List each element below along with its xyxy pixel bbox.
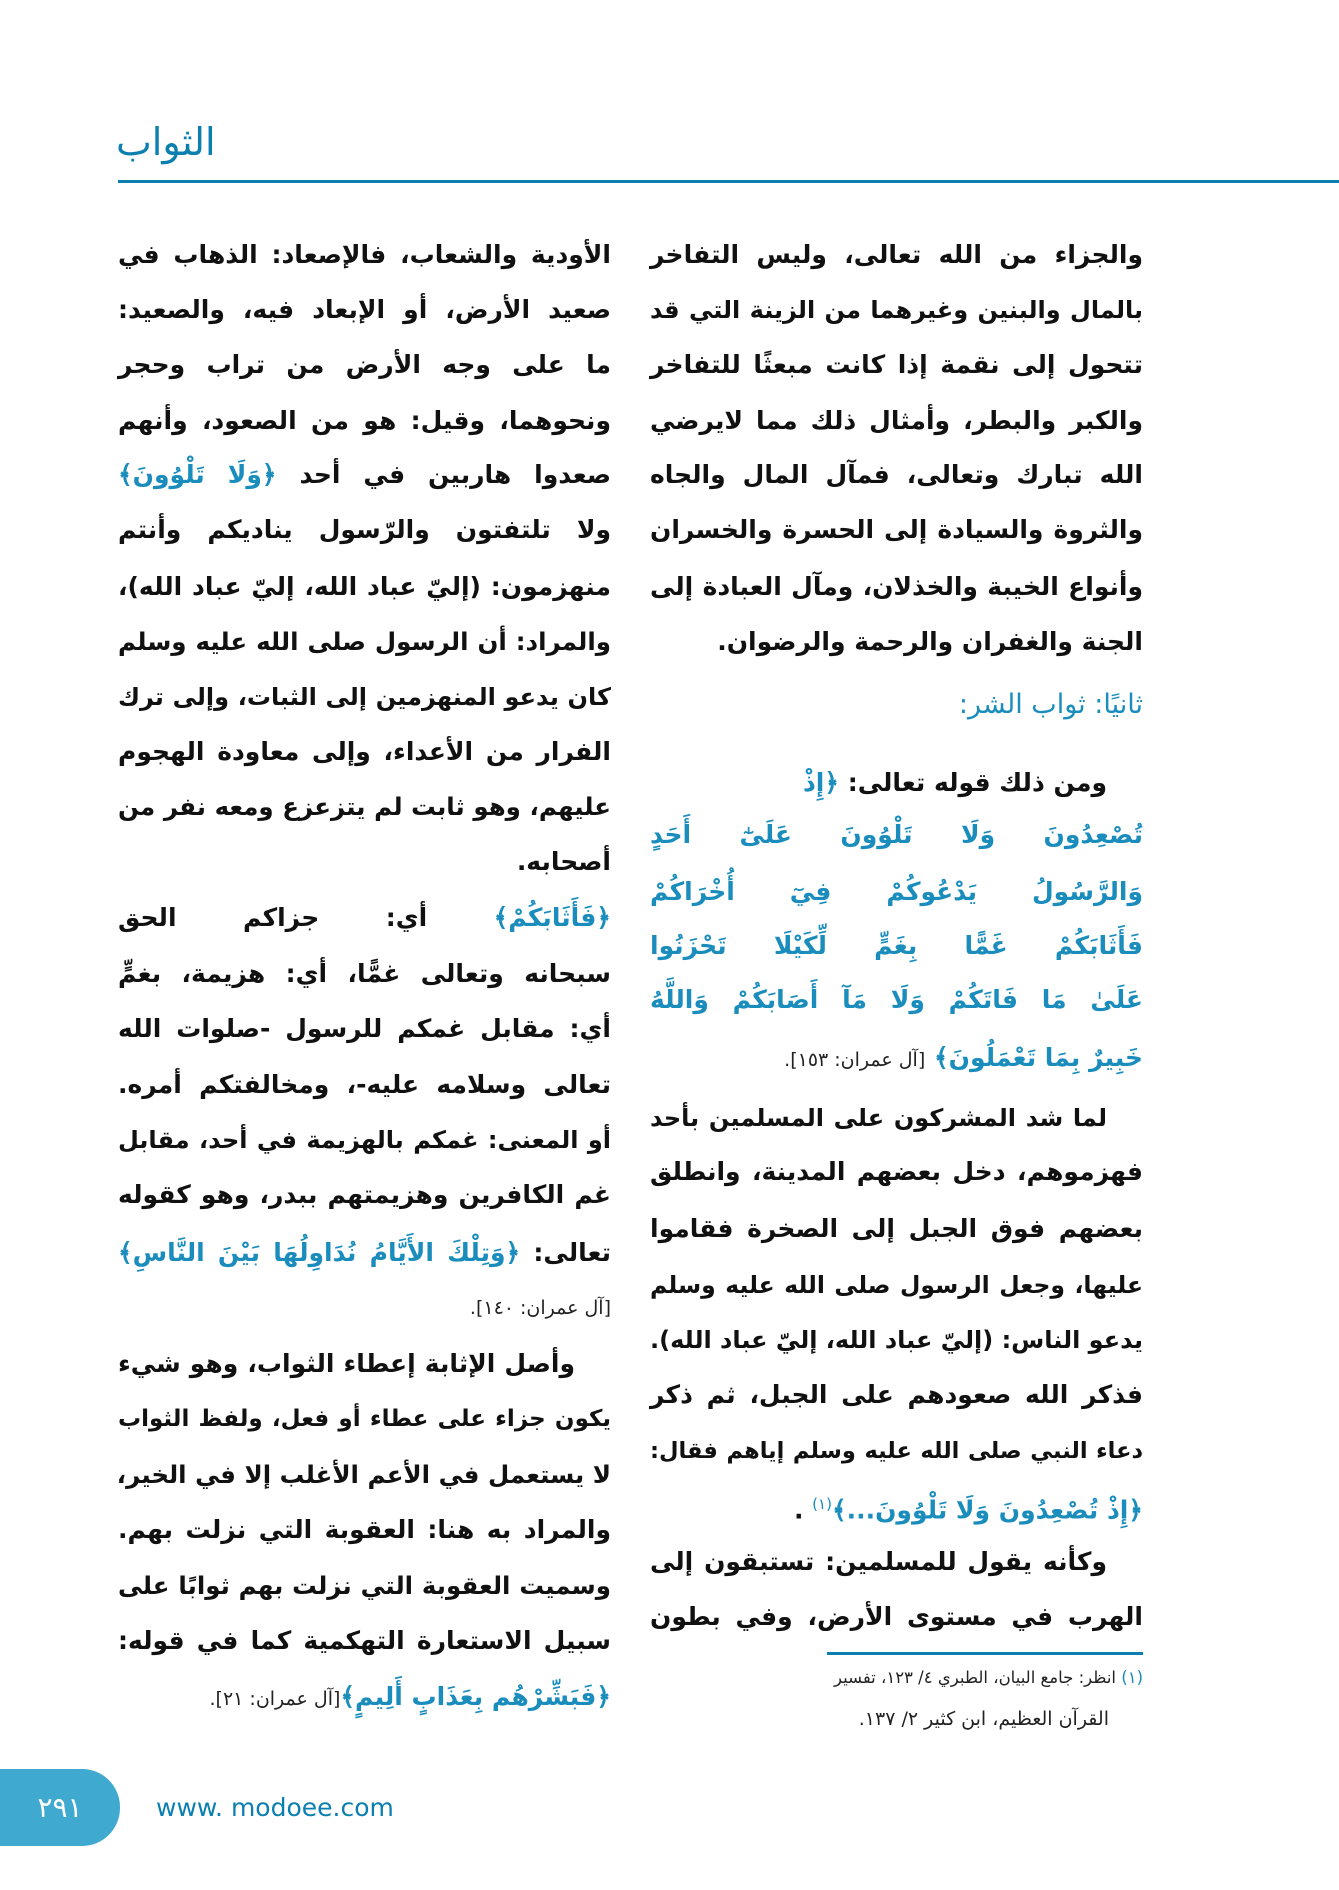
quran-verse: تُصْعِدُونَ وَلَا تَلْوُونَ عَلَىٰٓ أَحَدٍ xyxy=(650,820,1143,849)
text-line xyxy=(650,924,1143,968)
body-text: سبحانه وتعالى غمًّا، أي: هزيمة، بغمٍّ xyxy=(118,959,611,988)
text-line xyxy=(650,399,1143,443)
text-line xyxy=(118,896,611,940)
body-text: الفرار من الأعداء، وإلى معاودة الهجوم xyxy=(118,737,611,766)
text-line xyxy=(118,288,611,332)
quran-verse: وَالرَّسُولُ يَدْعُوكُمْ فِيٓ أُخْرَاكُمْ xyxy=(650,877,1143,906)
footnote-line xyxy=(827,1708,1143,1730)
quran-verse: ﴿وَتِلْكَ الأَيَّامُ نُدَاوِلُهَا بَيْنَ النَّاسِ﴾ xyxy=(118,1238,521,1267)
text-line xyxy=(650,1429,1143,1473)
body-text: الهرب في مستوى الأرض، وفي بطون xyxy=(650,1602,1143,1631)
text-line xyxy=(650,233,1143,277)
text-line xyxy=(650,1263,1143,1307)
footnote-text: القرآن العظيم، ابن كثير ٢/ ١٣٧. xyxy=(858,1708,1109,1730)
verse-reference: [آل عمران: ١٤٠]. xyxy=(469,1297,611,1319)
text-line xyxy=(118,1619,611,1663)
footnote-text: انظر: جامع البيان، الطبري ٤/ ١٢٣، تفسير xyxy=(834,1668,1116,1687)
quran-verse: عَلَىٰ مَا فَاتَكُمْ وَلَا مَآ أَصَابَكُمْ وَاللَّهُ xyxy=(650,985,1143,1014)
text-line xyxy=(118,730,611,774)
body-text: تعالى: xyxy=(520,1238,611,1267)
text-line xyxy=(118,1675,611,1719)
text-line xyxy=(118,1118,611,1162)
text-line xyxy=(118,565,611,609)
body-text: . xyxy=(793,1495,813,1525)
body-text: وأصل الإثابة إعطاء الثواب، وهو شيء xyxy=(118,1349,575,1378)
text-line xyxy=(118,1397,611,1441)
text-line xyxy=(118,1564,611,1608)
footnote-number: (١) xyxy=(1121,1668,1143,1687)
text-line xyxy=(118,1007,611,1051)
section-heading: ثانيًا: ثواب الشر: xyxy=(958,689,1143,720)
body-text: وكأنه يقول للمسلمين: تستبقون إلى xyxy=(650,1547,1107,1576)
body-text: دعاء النبي صلى الله عليه وسلم إياهم فقال: xyxy=(650,1438,1143,1464)
body-text: أي: جزاكم الحق xyxy=(118,903,428,932)
body-text: لما شد المشركون على المسلمين بأحد xyxy=(650,1104,1107,1132)
text-line xyxy=(118,1231,611,1275)
text-line xyxy=(650,1036,1143,1080)
text-line xyxy=(650,1540,1143,1584)
body-text: تعالى وسلامه عليه-، ومخالفتكم أمره. xyxy=(118,1070,611,1099)
body-text: فهزموهم، دخل بعضهم المدينة، وانطلق xyxy=(650,1157,1143,1186)
verse-reference: [آل عمران: ١٥٣]. xyxy=(784,1049,926,1071)
text-line xyxy=(118,233,611,277)
body-text: أو المعنى: غمكم بالهزيمة في أحد، مقابل xyxy=(118,1126,611,1154)
text-line xyxy=(118,952,611,996)
text-line xyxy=(118,508,611,552)
text-line xyxy=(650,1482,1143,1526)
body-text: والكبر والبطر، وأمثال ذلك مما لايرضي xyxy=(650,406,1143,435)
body-text: بالمال والبنين وغيرهما من الزينة التي قد xyxy=(650,296,1143,324)
text-line xyxy=(650,761,1143,805)
running-header-title: الثواب xyxy=(116,120,216,164)
quran-verse: خَبِيرٌ بِمَا تَعْمَلُونَ﴾ xyxy=(925,1043,1143,1072)
body-text: صعيد الأرض، أو الإبعاد فيه، والصعيد: xyxy=(118,295,611,324)
body-text: فذكر الله صعودهم على الجبل، ثم ذكر xyxy=(650,1380,1143,1409)
body-text: ونحوهما، وقيل: هو من الصعود، وأنهم xyxy=(118,406,611,435)
body-text: يكون جزاء على عطاء أو فعل، ولفظ الثواب xyxy=(118,1406,611,1432)
body-text: صعدوا هاربين في أحد xyxy=(276,460,611,489)
text-line xyxy=(118,343,611,387)
footnote-marker: (١) xyxy=(812,1495,832,1513)
body-text: سبيل الاستعارة التهكمية كما في قوله: xyxy=(118,1626,611,1655)
text-line xyxy=(118,1173,611,1217)
body-text: الجنة والغفران والرحمة والرضوان. xyxy=(717,627,1143,656)
body-text: أي: مقابل غمكم للرسول -صلوات الله xyxy=(118,1014,611,1043)
text-line xyxy=(650,1207,1143,1251)
header-rule xyxy=(118,180,1339,183)
text-line xyxy=(650,565,1143,609)
verse-reference: [آل عمران: ٢١]. xyxy=(209,1688,341,1710)
quran-verse: ﴿فَأَثَابَكُمْ﴾ xyxy=(427,903,611,932)
text-line xyxy=(650,1318,1143,1362)
footer-url: www. modoee.com xyxy=(156,1793,394,1822)
body-text: يدعو الناس: (إليّ عباد الله، إليّ عباد الله). xyxy=(650,1326,1143,1354)
body-text: الله تبارك وتعالى، فمآل المال والجاه xyxy=(650,460,1143,489)
text-line xyxy=(650,813,1143,857)
body-text: الأودية والشعاب، فالإصعاد: الذهاب في xyxy=(118,240,611,269)
text-line xyxy=(650,1150,1143,1194)
body-text: غم الكافرين وهزيمتهم ببدر، وهو كقوله xyxy=(118,1180,611,1209)
text-line xyxy=(650,1595,1143,1639)
body-text: والمراد به هنا: العقوبة التي نزلت بهم. xyxy=(118,1515,611,1544)
text-line xyxy=(650,1373,1143,1417)
text-line xyxy=(650,978,1143,1022)
body-text: ولا تلتفتون والرّسول يناديكم وأنتم xyxy=(118,515,611,544)
page-number-badge: ٢٩١ xyxy=(0,1769,120,1846)
quran-verse: ﴿فَبَشِّرْهُم بِعَذَابٍ أَلِيمٍ﴾ xyxy=(340,1682,611,1711)
body-text: بعضهم فوق الجبل إلى الصخرة فقاموا xyxy=(650,1214,1143,1243)
text-line xyxy=(118,785,611,829)
body-text: تتحول إلى نقمة إذا كانت مبعثًا للتفاخر xyxy=(650,350,1143,379)
text-line xyxy=(118,675,611,719)
text-line xyxy=(118,1342,611,1386)
body-text: والجزاء من الله تعالى، وليس التفاخر xyxy=(650,240,1143,269)
body-text: والمراد: أن الرسول صلى الله عليه وسلم xyxy=(118,627,611,656)
text-line xyxy=(118,1063,611,1107)
body-text: والثروة والسيادة إلى الحسرة والخسران xyxy=(650,515,1143,544)
quran-verse: ﴿وَلَا تَلْوُونَ﴾ xyxy=(118,460,277,489)
body-text: عليها، وجعل الرسول صلى الله عليه وسلم xyxy=(650,1271,1143,1299)
body-text: لا يستعمل في الأعم الأغلب إلا في الخير، xyxy=(116,1460,611,1489)
quran-verse: ﴿إِذْ تُصْعِدُونَ وَلَا تَلْوُونَ...﴾ xyxy=(831,1495,1143,1525)
body-text: أصحابه. xyxy=(516,847,611,876)
footnote-rule xyxy=(827,1652,1143,1655)
text-line xyxy=(118,399,611,443)
text-line xyxy=(118,840,611,884)
body-text: ما على وجه الأرض من تراب وحجر xyxy=(118,350,611,379)
text-line xyxy=(650,453,1143,497)
quran-verse: فَأَثَابَكُمْ غَمًّا بِغَمٍّ لِّكَيْلَا تَحْزَنُوا xyxy=(650,931,1143,960)
quran-verse: ﴿إِذْ xyxy=(802,768,840,797)
text-line xyxy=(650,508,1143,552)
body-text: عليهم، وهو ثابت لم يتزعزع ومعه نفر من xyxy=(118,792,611,821)
body-text: وأنواع الخيبة والخذلان، ومآل العبادة إلى xyxy=(650,572,1143,601)
body-text: كان يدعو المنهزمين إلى الثبات، وإلى ترك xyxy=(118,683,611,711)
text-line xyxy=(118,1508,611,1552)
body-text: وسميت العقوبة التي نزلت بهم ثوابًا على xyxy=(118,1571,611,1600)
body-text: ومن ذلك قوله تعالى: xyxy=(839,768,1107,797)
text-line xyxy=(650,620,1143,664)
text-line xyxy=(118,1284,611,1328)
text-line xyxy=(650,1096,1143,1140)
text-line xyxy=(118,1453,611,1497)
text-line xyxy=(118,620,611,664)
text-line xyxy=(650,870,1143,914)
text-line xyxy=(650,288,1143,332)
body-text: منهزمون: (إليّ عباد الله، إليّ عباد الله)، xyxy=(118,572,611,601)
text-line xyxy=(118,453,611,497)
text-line xyxy=(650,343,1143,387)
footnote-line xyxy=(827,1668,1143,1687)
